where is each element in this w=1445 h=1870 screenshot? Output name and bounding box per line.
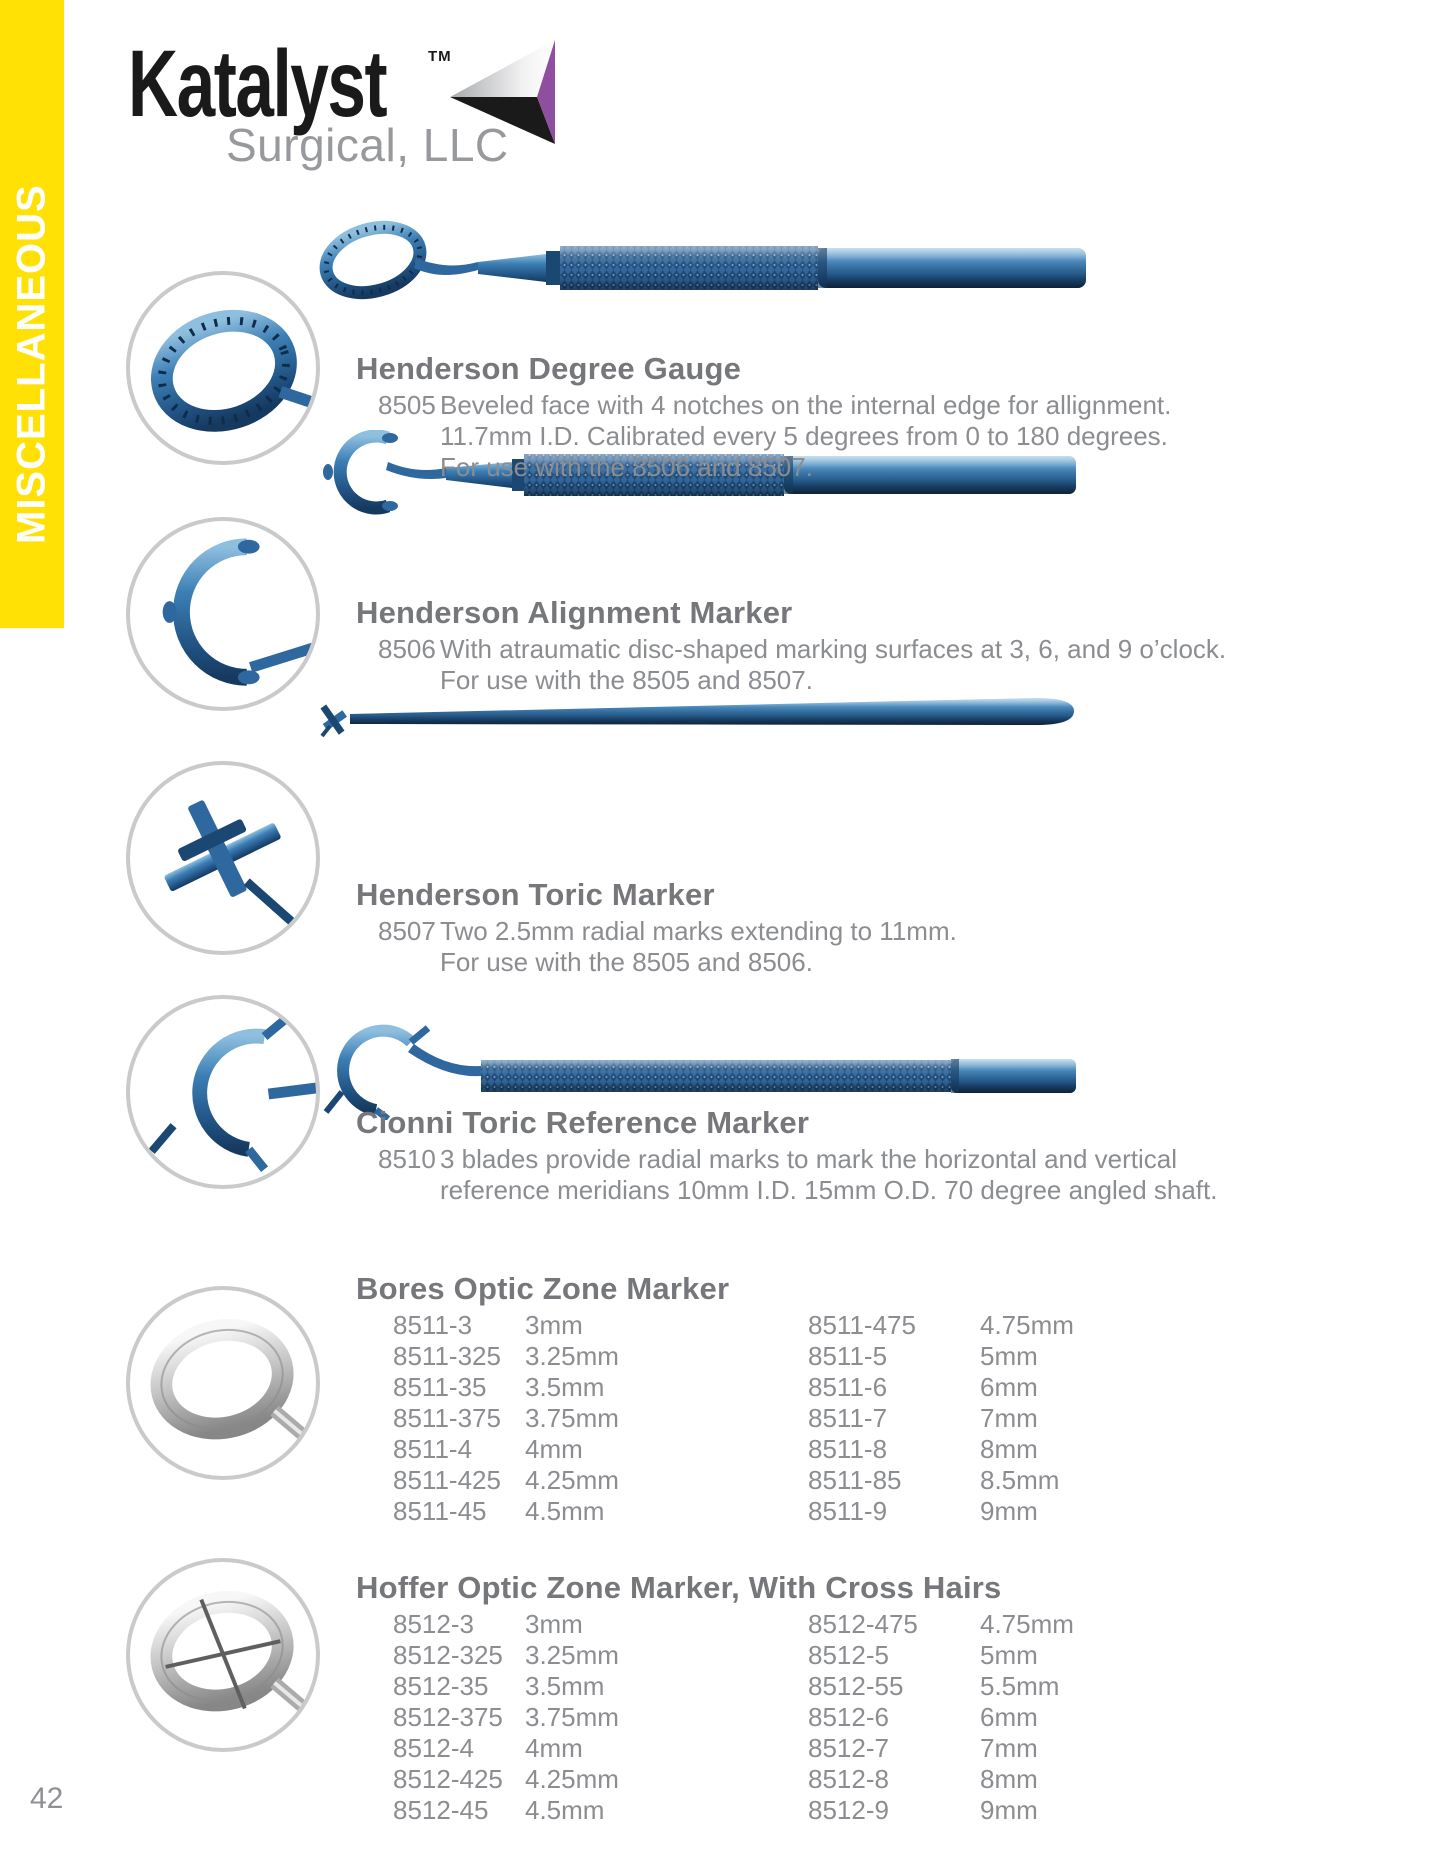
product-name: Henderson Toric Marker (356, 877, 715, 912)
part-number: 8511-475 (808, 1310, 916, 1340)
part-number: 8512-8 (808, 1764, 889, 1794)
thumbnail-degree-gauge (126, 271, 320, 465)
part-number: 8512-475 (808, 1609, 918, 1639)
part-number: 8511-5 (808, 1341, 888, 1371)
size-value: 4.25mm (525, 1764, 619, 1794)
size-value: 3mm (525, 1310, 583, 1340)
alignment-marker-hook-image (130, 521, 316, 707)
size-value: 7mm (980, 1403, 1038, 1433)
instrument-image-degree-gauge (316, 220, 1091, 312)
size-value: 3.5mm (525, 1372, 605, 1402)
part-number: 8512-4 (393, 1733, 474, 1763)
product-description-line: 11.7mm I.D. Calibrated every 5 degrees from 0 to 180 degrees. (440, 421, 1168, 451)
part-number: 8511-4 (393, 1434, 473, 1464)
thumbnail-bores-marker (126, 1286, 320, 1480)
part-number: 8512-325 (393, 1640, 503, 1670)
part-number: 8511-85 (808, 1465, 902, 1495)
size-value: 5mm (980, 1640, 1038, 1670)
toric-marker-head-image (130, 765, 316, 951)
category-sidebar (0, 0, 64, 628)
part-number: 8511-45 (393, 1496, 487, 1526)
part-number: 8512-3 (393, 1609, 474, 1639)
part-number-table (393, 1609, 1180, 1826)
size-value: 4.25mm (525, 1465, 619, 1495)
product-description-line: For use with the 8505 and 8506. (440, 947, 813, 977)
product-description-line: For use with the 8506 and 8507. (440, 452, 813, 482)
product-description-line: 3 blades provide radial marks to mark the horizontal and vertical (440, 1144, 1178, 1174)
part-number: 8512-9 (808, 1795, 889, 1825)
size-value: 4mm (525, 1733, 583, 1763)
trademark-symbol: TM (428, 48, 452, 65)
part-number: 8512-7 (808, 1733, 889, 1763)
part-number: 8512-55 (808, 1671, 904, 1701)
product-description-line: For use with the 8505 and 8507. (440, 665, 813, 695)
part-number: 8511-35 (393, 1372, 487, 1402)
thumbnail-alignment-marker (126, 517, 320, 711)
part-number: 8512-45 (393, 1795, 489, 1825)
size-value: 5mm (980, 1341, 1038, 1371)
part-number: 8511-9 (808, 1496, 888, 1526)
size-value: 9mm (980, 1496, 1038, 1526)
size-value: 4.75mm (980, 1609, 1074, 1639)
size-value: 8mm (980, 1434, 1038, 1464)
part-number: 8511-375 (393, 1403, 501, 1433)
hoffer-ring-crosshairs-image (130, 1562, 316, 1748)
size-value: 4.5mm (525, 1795, 605, 1825)
product-name: Cionni Toric Reference Marker (356, 1105, 810, 1140)
product-description-line: Beveled face with 4 notches on the internal edge for allignment. (440, 390, 1172, 420)
product-name: Hoffer Optic Zone Marker, With Cross Hairs (356, 1570, 1002, 1605)
product-description-line: With atraumatic disc-shaped marking surfaces at 3, 6, and 9 o’clock. (440, 634, 1227, 664)
part-number: 8511-6 (808, 1372, 888, 1402)
category-label: MISCELLANEOUS (9, 184, 54, 544)
part-number: 8512-5 (808, 1640, 889, 1670)
size-value: 4.75mm (980, 1310, 1074, 1340)
product-name: Bores Optic Zone Marker (356, 1271, 730, 1306)
part-number: 8511-3 (393, 1310, 473, 1340)
part-number-table (393, 1310, 1180, 1527)
size-value: 4.5mm (525, 1496, 605, 1526)
size-value: 4mm (525, 1434, 583, 1464)
size-value: 3.25mm (525, 1640, 619, 1670)
size-value: 6mm (980, 1702, 1038, 1732)
size-value: 3.75mm (525, 1702, 619, 1732)
part-number: 8512-35 (393, 1671, 489, 1701)
size-value: 5.5mm (980, 1671, 1060, 1701)
size-value: 7mm (980, 1733, 1038, 1763)
size-value: 3.75mm (525, 1403, 619, 1433)
product-code: 8507 (378, 916, 436, 946)
thumbnail-hoffer-marker (126, 1558, 320, 1752)
size-value: 8mm (980, 1764, 1038, 1794)
size-value: 6mm (980, 1372, 1038, 1402)
product-section-8506 (356, 596, 1226, 696)
bores-ring-image (130, 1290, 316, 1476)
thumbnail-cionni-marker (126, 995, 320, 1189)
product-code: 8505 (378, 390, 436, 420)
part-number: 8512-425 (393, 1764, 503, 1794)
part-number: 8511-325 (393, 1341, 501, 1371)
product-section-hoffer (356, 1571, 1180, 1826)
product-section-8505 (356, 352, 1171, 483)
part-number: 8511-8 (808, 1434, 888, 1464)
product-section-8510 (356, 1106, 1217, 1206)
product-description-line: reference meridians 10mm I.D. 15mm O.D. 70 degree angled shaft. (440, 1175, 1218, 1205)
size-value: 8.5mm (980, 1465, 1060, 1495)
size-value: 3.25mm (525, 1341, 619, 1371)
part-number: 8512-6 (808, 1702, 889, 1732)
size-value: 3mm (525, 1609, 583, 1639)
product-code: 8510 (378, 1144, 436, 1174)
part-number: 8511-425 (393, 1465, 501, 1495)
part-number: 8512-375 (393, 1702, 503, 1732)
product-description-line: Two 2.5mm radial marks extending to 11mm. (440, 916, 957, 946)
part-number: 8511-7 (808, 1403, 888, 1433)
cionni-marker-hook-image (130, 999, 316, 1185)
product-code: 8506 (378, 634, 436, 664)
size-value: 3.5mm (525, 1671, 605, 1701)
thumbnail-toric-marker (126, 761, 320, 955)
size-value: 9mm (980, 1795, 1038, 1825)
page-number: 42 (30, 1782, 64, 1815)
degree-gauge-ring-image (130, 275, 316, 461)
brand-name: Katalyst (128, 31, 387, 137)
product-section-bores (356, 1272, 1180, 1527)
brand-subtitle: Surgical, LLC (226, 119, 509, 171)
product-name: Henderson Alignment Marker (356, 595, 793, 630)
product-section-8507 (356, 878, 957, 978)
product-name: Henderson Degree Gauge (356, 351, 742, 386)
